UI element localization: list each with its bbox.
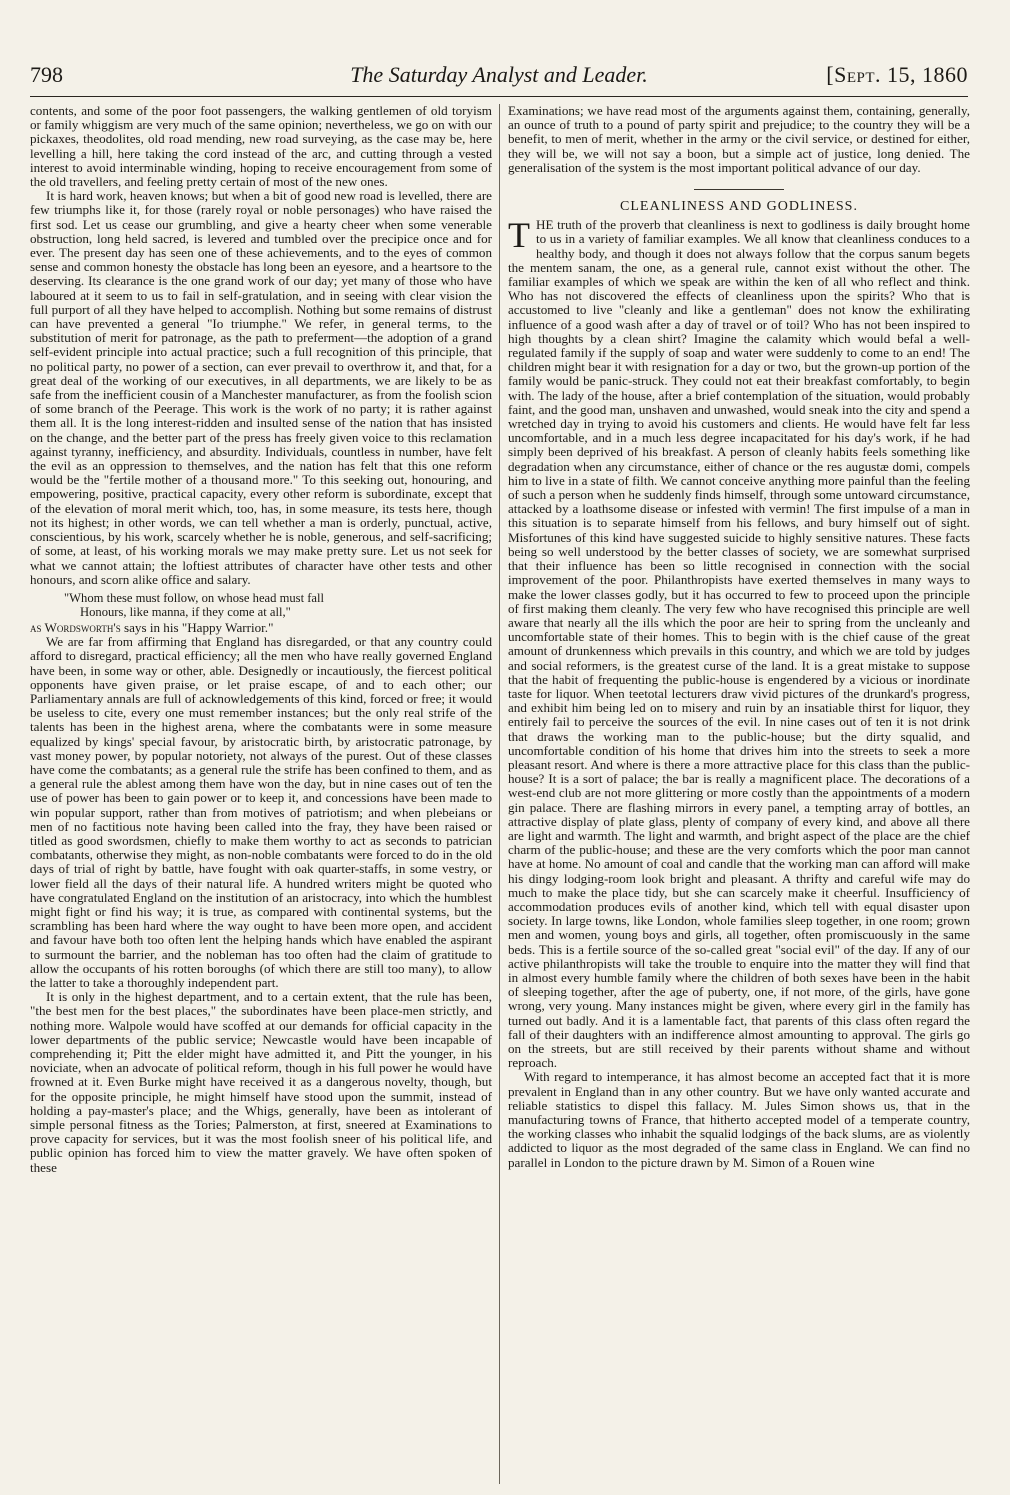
drop-capital: T [508, 215, 530, 256]
page-header [30, 60, 968, 90]
quote-line: Honours, like manna, if they come at all," [80, 604, 291, 619]
cleanliness-first-paragraph [508, 215, 970, 1071]
right-column [508, 104, 970, 1484]
header-rule [30, 96, 968, 97]
article-conclusion-paragraph: Examinations; we have read most of the arguments against them, containing, generally, an ounce of truth to a pound of party spirit and prejudice; to the country they will be a benefit, to men of merit, whether in the army or the civil service, or destined for either, they will be, we will not say a boon, but a simple act of justice, long denied. The generalisation of the system is the most important political advance of our day. [508, 104, 970, 175]
section-divider [694, 189, 784, 190]
article-paragraph-merit: It is hard work, heaven knows; but when a bit of good new road is levelled, there are few triumphs like it, for those (rarely royal or noble personages) who have raised the first sod. Let us cease our grumbling, and give a hearty cheer when some venerable obstruction, long held sacred, is levered and tumbled over the precipice once and for ever. The present day has seen one of these achievements, and to the eyes of common sense and common honesty the obstacle has long been an eyesore, and a heartsore to the deserving. Its clearance is the one grand work of our day; yet many of those who have laboured at it seem to us to fail in self-gratulation, and in seeing with clear vision the full purport of all they have helped to accomplish. Nothing but some remains of distrust can have prevented a general "Io triumphe." We refer, in general terms, to the substitution of merit for patronage, as the path to preferment—the adoption of a grand self-evident principle into actual practice; such a full recognition of this principle, that no political party, no power of a section, can ever prevail to overthrow it, and that, for a great deal of the working of our executives, in all departments, we are likely to be as safe from the inefficient cousin of a Manchester manufacturer, as from the foolish scion of some branch of the Peerage. This work is the work of no party; it is rather against them all. It is the long interest-ridden and insulted sense of the nation that has insisted on the change, and the better part of the press has freely given voice to this reclamation against tyranny, inefficiency, and absurdity. Individuals, countless in number, have felt the evil as an oppression to themselves, and the nation has felt that this one reform would be the "fertile mother of a thousand more." To this seeking out, honouring, and empowering, positive, practical capacity, every other reform is subordinate, except that of the elevation of moral merit which, too, has, in some measure, its tests here, though not its highest; in other words, we can tell whether a man is orderly, punctual, active, conscientious, by his work, scarcely whether he is noble, generous, and self-sacrificing; of some, at least, of his working morals we may make pretty sure. Let us not seek for what we cannot attain; the loftiest attributes of character have other tests and other honours, and scorn alike office and salary. [30, 188, 492, 587]
article-paragraph-departments: It is only in the highest department, and to a certain extent, that the rule has been, "the best men for the best places," the subordinates have been place-men strictly, and nothing more. Walpole would have scoffed at our demands for official capacity in the lower departments of the public service; Newcastle would have been incapable of comprehending it; Pitt the elder might have admitted it, and Pitt the younger, in his noviciate, when an advocate of political reform, though in his full power he would have frowned at it. Even Burke might have received it as a dangerous novelty, though, but for the opposite principle, he might himself have stood upon the summit, instead of holding a pay-master's place; and the Whigs, generally, have been as intolerant of simple personal fitness as the Tories; Palmerston, at first, sneered at Examinations to prove capacity for services, but it was the most foolish sneer of his political life, and public opinion has forced him to view the matter gravely. We have often spoken of these [30, 989, 492, 1175]
page-number: 798 [30, 62, 63, 87]
attribution-rest: says in his "Happy Warrior." [120, 619, 274, 635]
left-column [30, 104, 492, 1484]
issue-date: [Sept. 15, 1860 [826, 62, 968, 87]
first-paragraph-text: HE truth of the proverb that cleanliness is next to godliness is daily brought home to us in a variety of familiar examples. We all know that cleanliness conduces to a healthy body, and though it does not always follow that the corpus sanum begets the mentem sanam, the one, as a general rule, cannot exist without the other. The familiar examples of which we speak are within the ken of all who reflect and think. Who has not discovered the effects of cleanliness upon the spirits? Who that is accustomed to live "cleanly and like a gentleman" does not know the exhilirating influence of a good wash after a day of travel or of toil? Who has not been inspired to high thoughts by a clean shirt? Imagine the calamity which would befal a well-regulated family if the supply of soap and water were suddenly to come to an end! The children might bear it with resignation for a day or two, but the grown-up portion of the family would be panic-struck. They could not eat their breakfast comfortably, to begin with. The lady of the house, after a brief contemplation of the situation, would probably faint, and the good man, unshaven and unwashed, would sneak into the city and spend a wretched day in trying to avoid his customers and clients. He would have felt far less uncomfortable, and in a much less degree incapacitated for his day's work, if he had simply been deprived of his breakfast. A person of cleanly habits feels something like degradation when any circumstance, either of chance or the res augustæ domi, compels him to live in a state of filth. We cannot conceive anything more painful than the feeling of such a person when he suddenly finds himself, through some untoward circumstance, attacked by a loathsome disease or infested with vermin! The first impulse of a man in this situation is to separate himself from his fellows, and bury himself out of sight. Misfortunes of this kind have suggested suicide to highly sensitive natures. These facts being so well understood by the better classes of society, we are somewhat surprised that their influence has been so little recognised in connection with the social improvement of the poor. Philanthropists have exerted themselves in many ways to make the lower classes godly, but it has occurred to few to proceed upon the principle of first making them cleanly. The very few who have recognised this principle are well aware that nearly all the ills which the poor are heir to spring from the uncleanly and uncomfortable state of their homes. This to begin with is the chief cause of the great amount of drunkenness which prevails in this country, and which we are told by judges and social reformers, is the greatest curse of the land. It is a great mistake to suppose that the habit of frequenting the public-house is engendered by a vicious or inordinate taste for liquor. When teetotal lecturers draw vivid pictures of the drunkard's progress, and exhibit him being led on to misery and ruin by an insatiable thirst for liquor, they entirely fail to perceive the sources of the evil. In nine cases out of ten it is not drink that draws the working man to the public-house; but the dirty squalid, and uncomfortable condition of his home that drives him into the streets to seek a more pleasant resort. And where is there a more attractive place for this class than the public-house? It is a sort of palace; the bar is really a magnificent place. The decorations of a west-end club are not more glittering or more costly than the appointments of a modern gin palace. There are flashing mirrors in every panel, a tempting array of bottles, an attractive display of plate glass, plenty of company of every kind, and above all there are light and warmth. The light and warmth, and bright aspect of the place are the chief charm of the public-house; and these are the very comforts which the poor man cannot have at home. No amount of coal and candle that the working man can afford will make his dingy lodging-room look bright and pleasant. A thrifty and careful wife may do much to make the place tidy, but she can scarcely make it cheerful. Insufficiency of accommodation produces evils of another kind, which tell with equal disaster upon society. In large towns, like London, whole families sleep together, in one room; grown men and women, young boys and girls, all together, often promiscuously in the same beds. This is a fertile source of the so-called great "social evil" of the day. If any of our active philanthropists will take the trouble to enquire into the matter they will find that in almost every humble family where the children of both sexes have been in the habit of sleeping together, after the age of puberty, one, if not more, of the girls, have gone wrong, very young. Many instances might be given, where every girl in the family has turned out badly. And it is a lamentable fact, that parents of this class often regard the fall of their daughters with an indifference almost amounting to approval. The girls go on the streets, but are still received by their parents without shame and without reproach. [508, 217, 970, 1071]
quote-attribution [30, 621, 492, 635]
article-heading: CLEANLINESS AND GODLINESS. [620, 199, 858, 215]
column-divider [499, 104, 500, 1484]
quote-line: "Whom these must follow, on whose head must fall [64, 590, 325, 605]
publication-title: The Saturday Analyst and Leader. [350, 62, 648, 87]
intemperance-paragraph: With regard to intemperance, it has almost become an accepted fact that it is more prevalent in England than in any other country. But we have only wanted accurate and reliable statistics to dispel this fallacy. M. Jules Simon shows us, that in the manufacturing towns of France, that hitherto accepted model of a temperate country, the working classes who inhabit the squalid lodgings of the back slums, are as violently addicted to liquor as the most degraded of the same class in England. We can find no parallel in London to the picture drawn by M. Simon of a Rouen wine [508, 1069, 970, 1170]
poet-name: as Wordsworth's [30, 619, 121, 635]
article-continuation-paragraph: contents, and some of the poor foot passengers, the walking gentlemen of old toryism or family whiggism are very much of the same opinion; nevertheless, we go on with our pickaxes, theodolites, old road mending, new road surveying, as the case may be, here levelling a hill, here taking the cord instead of the arc, and cutting through a vested interest to avoid interminable winding, hoping to receive encouragement from some of the old travellers, and feeling pretty certain of most of the new ones. [30, 104, 492, 190]
wordsworth-quote [30, 591, 492, 619]
article-paragraph-aristocracy: We are far from affirming that England has disregarded, or that any country could afford to disregard, practical efficiency; all the men who have really governed England have been, in some way or other, able. Designedly or incautiously, the fiercest political opponents have given praise, or let praise escape, of and to each other; our Parliamentary annals are full of acknowledgements of this kind, forced or free; it would be useless to cite, every one must remember instances; but the only real strife of the talents has been in the highest arena, where the combatants were in some measure equalized by kings' special favour, by aristocratic birth, by aristocratic patronage, by vast money power, by popular notoriety, not always of the purest. Out of these classes have come the combatants; as a general rule the strife has been confined to them, and as a general rule the ablest among them have won the day, but in nine cases out of ten the use of power has been to gain power or to keep it, and concessions have been made to win popular support, rather than from motives of patriotism; and when plebeians or men of no factitious note having been called into the fray, they have been raised or titled as good swordsmen, chiefly to make them worthy to act as seconds to patrician combatants, otherwise they might, as non-noble combatants were forced to do in the old days of trial of right by battle, have fought with oak quarter-staffs, in some vestry, or lower field all the days of their natural life. A hundred writers might be quoted who have congratulated England on the institution of an aristocracy, into which the humblest might fight or find his way; it is true, as compared with continental systems, but the scrambling has been hard where the way ought to have been more open, and accident and favour have both too often lent the helping hands which have enabled the aspirant to surmount the barrier, and the nobleman has too often had the claim of gratitude to allow the occupants of his rotten boroughs (of which there are still too many), to allow the latter to take a thoroughly independent part. [30, 634, 492, 990]
